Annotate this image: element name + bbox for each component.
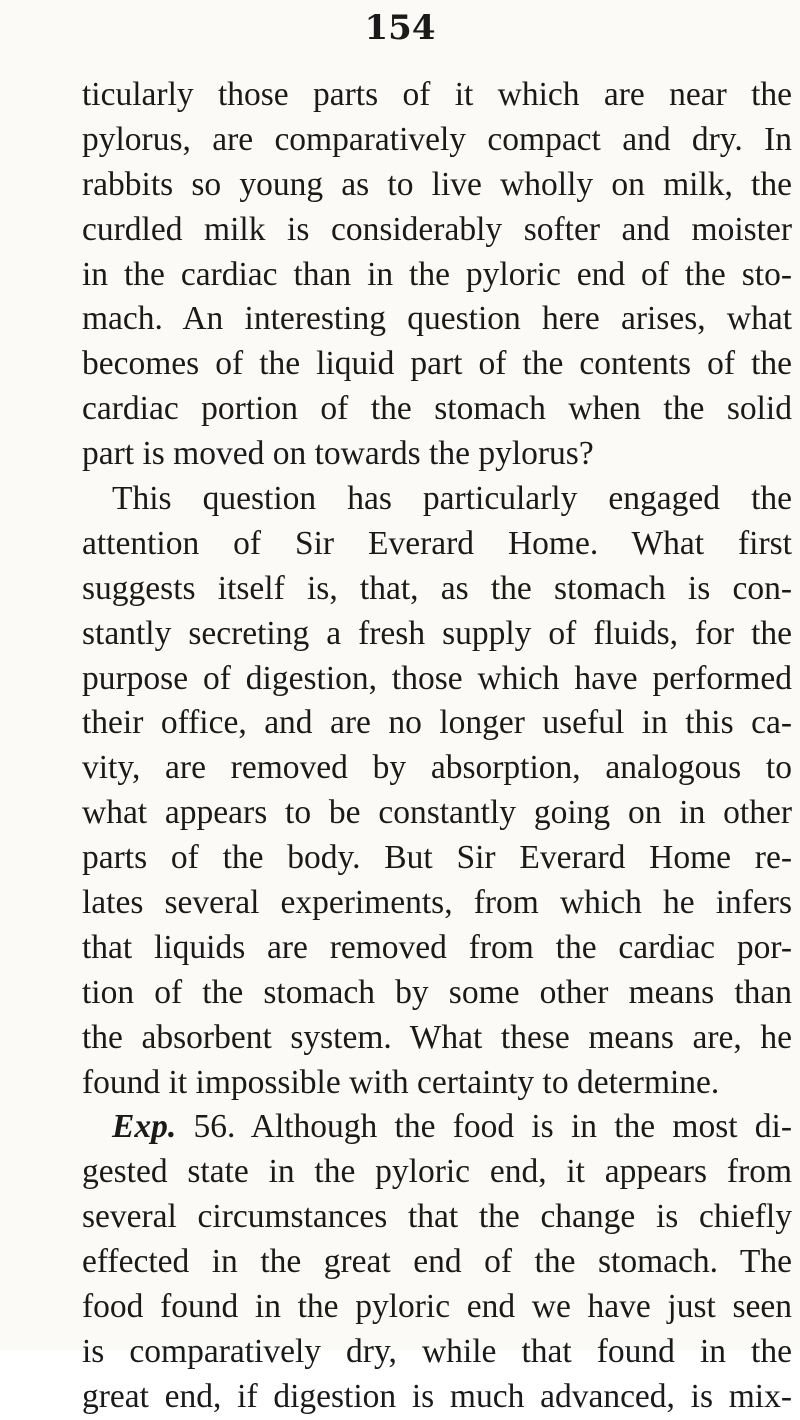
- text-line: vity, are removed by absorption, analogous to: [82, 749, 792, 787]
- text-line: stantly secreting a fresh supply of fluids, for the: [82, 614, 792, 652]
- text-line: their office, and are no longer useful in this ca-: [82, 704, 792, 742]
- text-line: ticularly those parts of it which are near the: [82, 76, 792, 113]
- text-line: lates several experiments, from which he infers: [82, 884, 792, 922]
- text-line-exp: [82, 1105, 792, 1150]
- text-line: is comparatively dry, while that found in the: [82, 1332, 792, 1370]
- text-line: parts of the body. But Sir Everard Home re-: [82, 839, 792, 877]
- text-line: purpose of digestion, those which have performed: [82, 659, 792, 697]
- text-line: in the cardiac than in the pyloric end of the sto-: [82, 255, 792, 293]
- text-line: attention of Sir Everard Home. What first: [82, 524, 792, 562]
- text-line: found it impossible with certainty to determine.: [82, 1063, 720, 1101]
- text-line: suggests itself is, that, as the stomach is con-: [82, 569, 792, 607]
- text-line: cardiac portion of the stomach when the solid: [82, 390, 792, 428]
- text-line: This question has particularly engaged the: [112, 480, 792, 518]
- text-line: great end, if digestion is much advanced, is mix-: [82, 1377, 792, 1415]
- text-line-rest: 56. Although the food is in the most di-: [193, 1108, 792, 1146]
- text-line: the absorbent system. What these means are, he: [82, 1018, 792, 1056]
- page-number: 154: [364, 8, 436, 48]
- text-line: mach. An interesting question here arises, what: [82, 300, 792, 338]
- body-text: [82, 73, 792, 1420]
- text-line: what appears to be constantly going on in other: [82, 794, 792, 832]
- text-line: food found in the pyloric end we have just seen: [82, 1288, 792, 1326]
- text-line: tion of the stomach by some other means than: [82, 973, 792, 1011]
- text-line: effected in the great end of the stomach. The: [82, 1243, 792, 1281]
- text-line: rabbits so young as to live wholly on milk, the: [82, 165, 792, 203]
- text-line: becomes of the liquid part of the contents of the: [82, 345, 792, 383]
- text-line: pylorus, are comparatively compact and dry. In: [82, 120, 792, 158]
- text-line: gested state in the pyloric end, it appears from: [82, 1153, 792, 1191]
- exp-label: Exp.: [112, 1108, 177, 1146]
- text-line: that liquids are removed from the cardiac por-: [82, 928, 792, 966]
- text-line: several circumstances that the change is chiefly: [82, 1198, 792, 1236]
- text-line: part is moved on towards the pylorus?: [82, 435, 594, 473]
- text-line: curdled milk is considerably softer and moister: [82, 210, 792, 248]
